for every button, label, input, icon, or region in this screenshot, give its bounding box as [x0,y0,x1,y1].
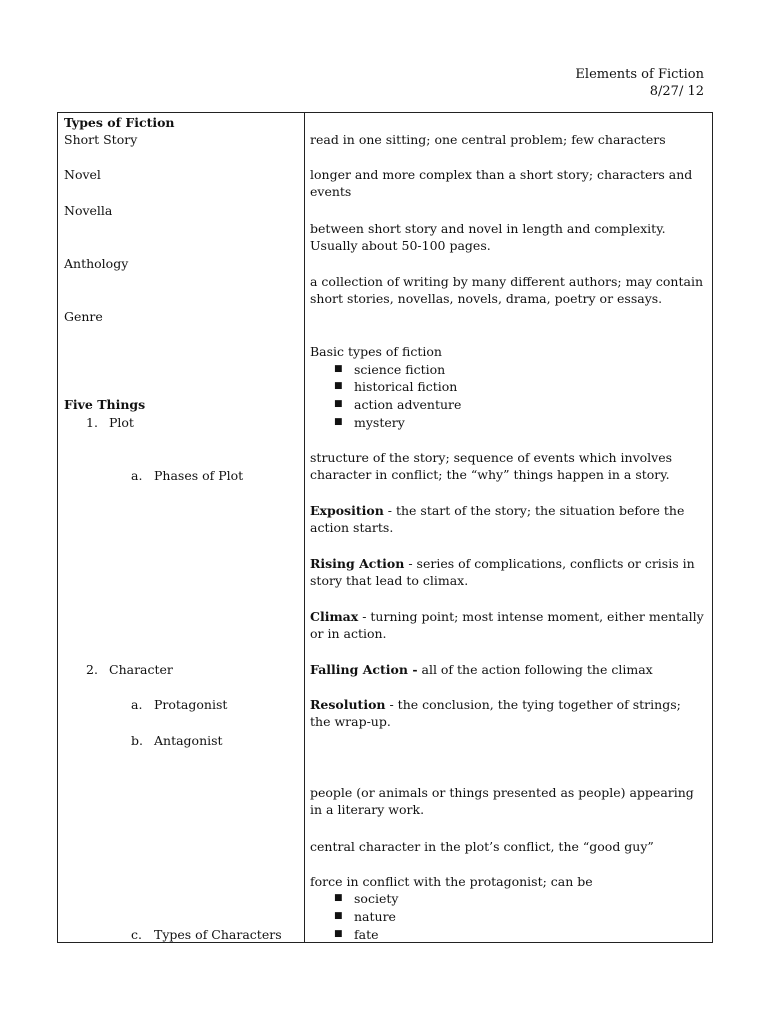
item-letter: a. [131,468,143,483]
term-character: Character [109,662,173,677]
def-falling-action: Falling Action - all of the action following the climax [310,662,653,677]
bullet-icon: ■ [334,399,343,409]
term-rising-action: Rising Action [310,556,405,571]
def-protagonist: central character in the plot’s conflict, the “good guy” [310,839,654,854]
genre-item: mystery [354,415,405,430]
bullet-icon: ■ [334,417,343,427]
def-short-story: read in one sitting; one central problem; few characters [310,132,666,147]
def-antagonist: force in conflict with the protagonist; can be [310,874,593,889]
genre-item: historical fiction [354,379,458,394]
item-letter: a. [131,697,143,712]
term-climax: Climax [310,609,359,624]
term-short-story: Short Story [64,132,138,147]
item-letter: c. [131,927,142,942]
document-date: 8/27/ 12 [649,84,704,99]
column-divider [304,113,305,942]
def-rising-action: Rising Action - series of complications, conflicts or crisis in story that lead to climax. [310,556,695,588]
def-genre: Basic types of fiction [310,344,442,359]
def-plot: structure of the story; sequence of events which involves character in conflict; the “why” things happen in a story. [310,450,673,482]
term-resolution: Resolution [310,697,386,712]
bullet-icon: ■ [334,893,343,903]
term-genre: Genre [64,309,103,324]
def-exposition: Exposition - the start of the story; the situation before the action starts. [310,503,685,535]
document-title: Elements of Fiction [575,67,704,82]
def-character: people (or animals or things presented as people) appearing in a literary work. [310,785,694,817]
def-resolution: Resolution - the conclusion, the tying together of strings; the wrap-up. [310,697,681,729]
antagonist-item: nature [354,909,396,924]
five-things-heading: Five Things [64,397,146,412]
term-novella: Novella [64,203,113,218]
bullet-icon: ■ [334,381,343,391]
term-phases-of-plot: Phases of Plot [154,468,244,483]
term-protagonist: Protagonist [154,697,228,712]
def-novella: between short story and novel in length and complexity. Usually about 50-100 pages. [310,221,666,253]
def-climax: Climax - turning point; most intense moment, either mentally or in action. [310,609,704,641]
term-plot: Plot [109,415,134,430]
def-anthology: a collection of writing by many different authors; may contain short stories, novellas, novels, drama, poetry or essays. [310,274,704,306]
def-novel: longer and more complex than a short story; characters and events [310,167,693,199]
term-falling-action: Falling Action - [310,662,418,677]
term-exposition: Exposition [310,503,384,518]
term-types-of-characters: Types of Characters [154,927,282,942]
item-number: 2. [86,662,98,677]
term-novel: Novel [64,167,101,182]
genre-item: action adventure [354,397,462,412]
item-letter: b. [131,733,143,748]
bullet-icon: ■ [334,929,343,939]
document-header [575,66,704,100]
bullet-icon: ■ [334,911,343,921]
antagonist-item: society [354,891,399,906]
term-antagonist: Antagonist [154,733,223,748]
term-anthology: Anthology [64,256,129,271]
bullet-icon: ■ [334,364,343,374]
genre-item: science fiction [354,362,446,377]
antagonist-item: fate [354,927,379,942]
notes-table [57,112,713,943]
item-number: 1. [86,415,98,430]
types-of-fiction-heading: Types of Fiction [64,115,175,130]
